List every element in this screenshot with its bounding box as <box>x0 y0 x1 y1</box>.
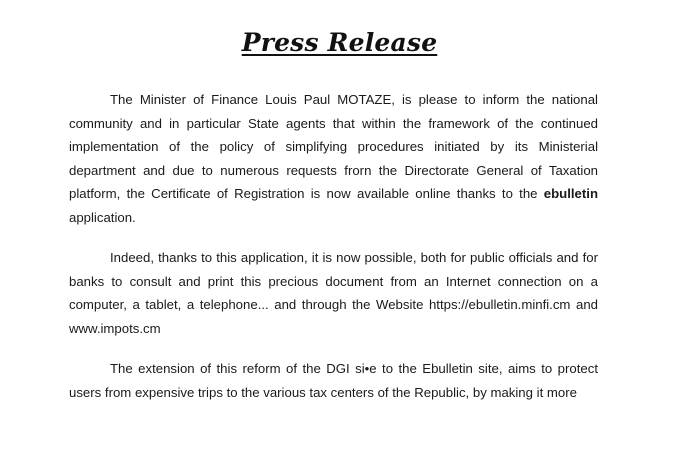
paragraph-1-bold-term: ebulletin <box>543 186 598 201</box>
document-title: Press Release <box>241 28 438 57</box>
document-body <box>69 88 598 421</box>
paragraph-1-text-before: The Minister of Finance Louis Paul MOTAZE, is please to inform the national community and in particular State agents that within the framework of the continued implementation of the policy of simplifying procedures initiated by its Ministerial department and due to numerous requests frorn the Directorate General of Taxation platform, the Certificate of Registration is now available online thanks to the <box>69 92 598 201</box>
paragraph-3: The extension of this reform of the DGI si•e to the Ebulletin site, aims to protect users from expensive trips to the various tax centers of the Republic, by making it more <box>69 361 598 400</box>
paragraph-1-text-after: application. <box>69 209 136 225</box>
paragraph-1 <box>69 88 598 229</box>
paragraph-2: Indeed, thanks to this application, it is now possible, both for public officials and for banks to consult and print this precious document from an Internet connection on a computer, a tablet, a telephone... and through the Website https://ebulletin.minfi.cm and www.impots.cm <box>69 250 598 336</box>
